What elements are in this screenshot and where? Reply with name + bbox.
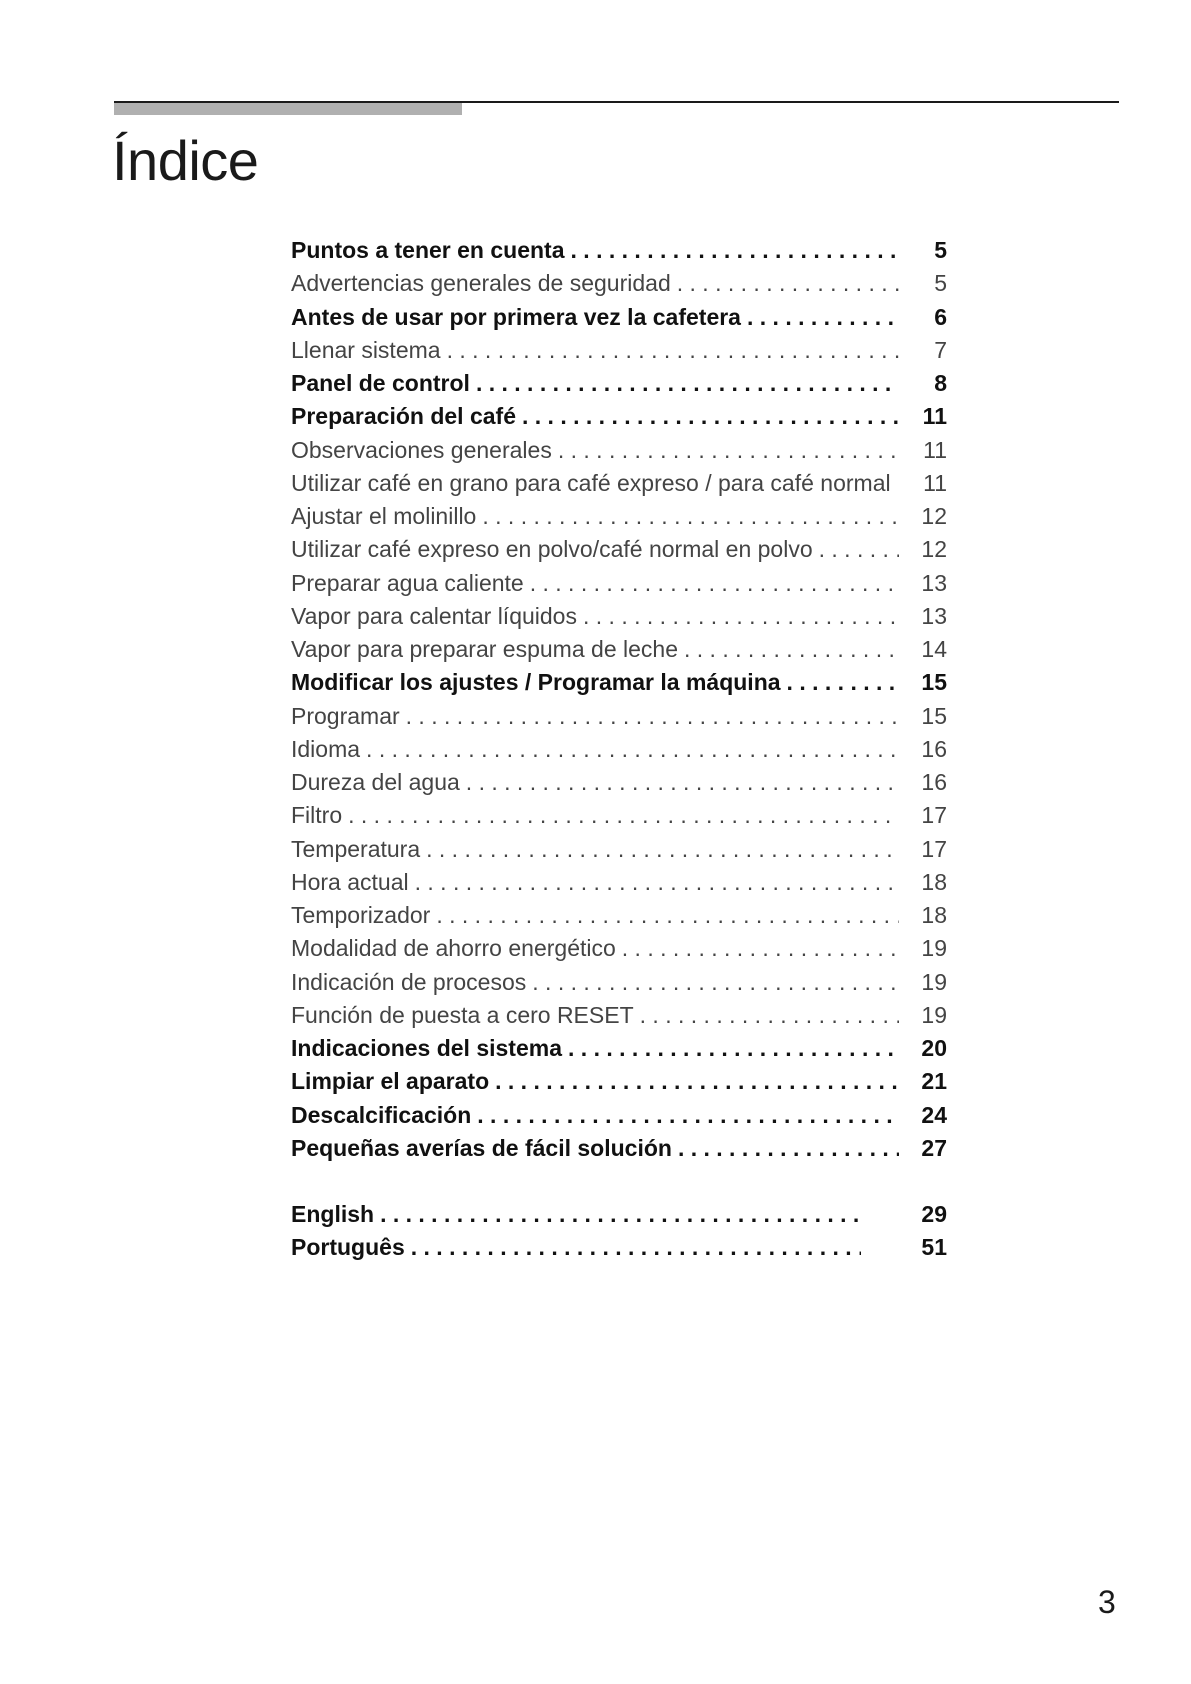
toc-entry-label: Advertencias generales de seguridad — [291, 270, 671, 297]
toc-entry-page: 15 — [921, 702, 947, 729]
toc-leader-dots — [532, 969, 899, 996]
toc-entry-label: Hora actual — [291, 868, 409, 895]
toc-entry-page: 27 — [921, 1134, 947, 1161]
toc-entry[interactable] — [291, 733, 947, 766]
toc-entry-page: 12 — [921, 503, 947, 530]
toc-entry-label: Modificar los ajustes / Programar la máquina — [291, 669, 781, 696]
toc-entry[interactable] — [291, 999, 947, 1032]
toc-leader-dots — [476, 370, 899, 397]
header-accent-bar — [114, 103, 462, 115]
toc-entry[interactable] — [291, 600, 947, 633]
toc-entry-label: Pequeñas averías de fácil solución — [291, 1134, 672, 1161]
toc-entry-page: 20 — [921, 1035, 947, 1062]
toc-entry-page: 19 — [921, 968, 947, 995]
toc-leader-dots — [558, 437, 899, 464]
toc-entry-label: Preparar agua caliente — [291, 569, 524, 596]
toc-entry-label: Idioma — [291, 735, 361, 762]
toc-entry-label: Llenar sistema — [291, 336, 441, 363]
toc-entry-label: Indicaciones del sistema — [291, 1035, 563, 1062]
toc-entry-page: 12 — [921, 536, 947, 563]
toc-entry-page: 16 — [921, 769, 947, 796]
toc-entry-label: Vapor para calentar líquidos — [291, 602, 577, 629]
toc-entry-label: Función de puesta a cero RESET — [291, 1001, 634, 1028]
toc-entry-label: Utilizar café expreso en polvo/café normal en polvo — [291, 536, 813, 563]
toc-leader-dots — [787, 669, 899, 696]
toc-entry-label: Limpiar el aparato — [291, 1068, 490, 1095]
toc-entry[interactable] — [291, 301, 947, 334]
toc-entry-page: 17 — [921, 802, 947, 829]
toc-entry[interactable] — [291, 1065, 947, 1098]
toc-entry-page: 17 — [921, 835, 947, 862]
toc-leader-dots — [640, 1002, 899, 1029]
toc-entry-label: Filtro — [291, 802, 343, 829]
toc-entry-page: 16 — [921, 735, 947, 762]
toc-entry-label: Preparación del café — [291, 403, 516, 430]
toc-entry-label: Observaciones generales — [291, 436, 552, 463]
page-title: Índice — [112, 129, 259, 192]
toc-entry-page: 18 — [921, 902, 947, 929]
toc-entry[interactable] — [291, 833, 947, 866]
toc-entry-page: 18 — [921, 868, 947, 895]
toc-entry-page: 51 — [921, 1234, 947, 1261]
toc-leader-dots — [426, 836, 899, 863]
toc-entry-page: 19 — [921, 935, 947, 962]
toc-leader-dots — [348, 802, 899, 829]
toc-entry-label: Puntos a tener en cuenta — [291, 237, 565, 264]
toc-leader-dots — [447, 337, 899, 364]
toc-leader-dots — [436, 902, 899, 929]
toc-entry[interactable] — [291, 766, 947, 799]
toc-entry-page: 24 — [921, 1101, 947, 1128]
toc-entry[interactable] — [291, 400, 947, 433]
toc-entry[interactable] — [291, 899, 947, 932]
toc-leader-dots — [495, 1068, 899, 1095]
toc-entry-label: Utilizar café en grano para café expreso / para café normal — [291, 469, 891, 496]
toc-leader-dots — [678, 1135, 899, 1162]
toc-entry-label: Panel de control — [291, 370, 470, 397]
toc-entry-page: 29 — [921, 1201, 947, 1228]
toc-entry[interactable] — [291, 666, 947, 699]
toc-leader-dots — [380, 1201, 861, 1228]
toc-entry-page: 13 — [921, 602, 947, 629]
toc-entry[interactable] — [291, 467, 947, 500]
toc-entry-label: Antes de usar por primera vez la cafetera — [291, 303, 741, 330]
toc-entry-page: 21 — [921, 1068, 947, 1095]
toc-entry-label: Vapor para preparar espuma de leche — [291, 636, 678, 663]
toc-leader-dots — [819, 536, 899, 563]
toc-entry[interactable] — [291, 334, 947, 367]
toc-leader-dots — [568, 1035, 899, 1062]
toc-entry[interactable] — [291, 633, 947, 666]
toc-entry-label: Temporizador — [291, 902, 431, 929]
toc-leader-dots — [677, 270, 899, 297]
toc-entry[interactable] — [291, 567, 947, 600]
toc-leader-dots — [583, 603, 899, 630]
toc-entry-label: Dureza del agua — [291, 769, 460, 796]
toc-entry[interactable] — [291, 267, 947, 300]
toc-entry[interactable] — [291, 500, 947, 533]
toc-entry[interactable] — [291, 866, 947, 899]
toc-entry[interactable] — [291, 932, 947, 965]
toc-entry-page: 13 — [921, 569, 947, 596]
toc-entry-page: 11 — [923, 436, 947, 463]
toc-leader-dots — [530, 570, 899, 597]
toc-entry[interactable] — [291, 799, 947, 832]
toc-entry-label: Descalcificación — [291, 1101, 472, 1128]
toc-entry[interactable] — [291, 1198, 947, 1231]
toc-entry[interactable] — [291, 533, 947, 566]
toc-entry[interactable] — [291, 1099, 947, 1132]
toc-entry[interactable] — [291, 434, 947, 467]
toc-entry-page: 11 — [923, 469, 947, 496]
toc-entry[interactable] — [291, 966, 947, 999]
toc-entry[interactable] — [291, 367, 947, 400]
toc-leader-dots — [406, 703, 899, 730]
toc-entry-label: Ajustar el molinillo — [291, 503, 477, 530]
toc-leader-dots — [522, 403, 899, 430]
toc-entry-label: Programar — [291, 702, 400, 729]
toc-entry[interactable] — [291, 1132, 947, 1165]
toc-leader-dots — [477, 1102, 899, 1129]
table-of-contents — [291, 234, 947, 1265]
toc-leader-dots — [466, 769, 899, 796]
toc-entry-page: 7 — [934, 336, 947, 363]
toc-entry[interactable] — [291, 1231, 947, 1264]
toc-entry-label: Português — [291, 1234, 405, 1261]
toc-leader-dots — [622, 935, 899, 962]
toc-leader-dots — [482, 503, 899, 530]
toc-entry-label: Temperatura — [291, 835, 421, 862]
toc-leader-dots — [747, 304, 899, 331]
page-number: 3 — [1098, 1584, 1116, 1620]
toc-entry[interactable] — [291, 1032, 947, 1065]
toc-leader-dots — [415, 869, 899, 896]
toc-entry-page: 11 — [922, 403, 947, 430]
toc-leader-dots — [684, 636, 899, 663]
toc-entry-label: Modalidad de ahorro energético — [291, 935, 616, 962]
toc-entry-page: 8 — [934, 370, 947, 397]
toc-entry[interactable] — [291, 700, 947, 733]
toc-leader-dots — [571, 237, 899, 264]
toc-entry-label: Indicación de procesos — [291, 968, 527, 995]
toc-entry-label: English — [291, 1201, 375, 1228]
toc-entry[interactable] — [291, 234, 947, 267]
toc-leader-dots — [411, 1234, 861, 1261]
toc-entry-page: 15 — [921, 669, 947, 696]
toc-entry-page: 5 — [934, 270, 947, 297]
toc-entry-page: 14 — [921, 636, 947, 663]
toc-leader-dots — [366, 736, 899, 763]
toc-entry-page: 5 — [934, 237, 947, 264]
toc-entry-page: 6 — [934, 303, 947, 330]
toc-entry-page: 19 — [921, 1001, 947, 1028]
